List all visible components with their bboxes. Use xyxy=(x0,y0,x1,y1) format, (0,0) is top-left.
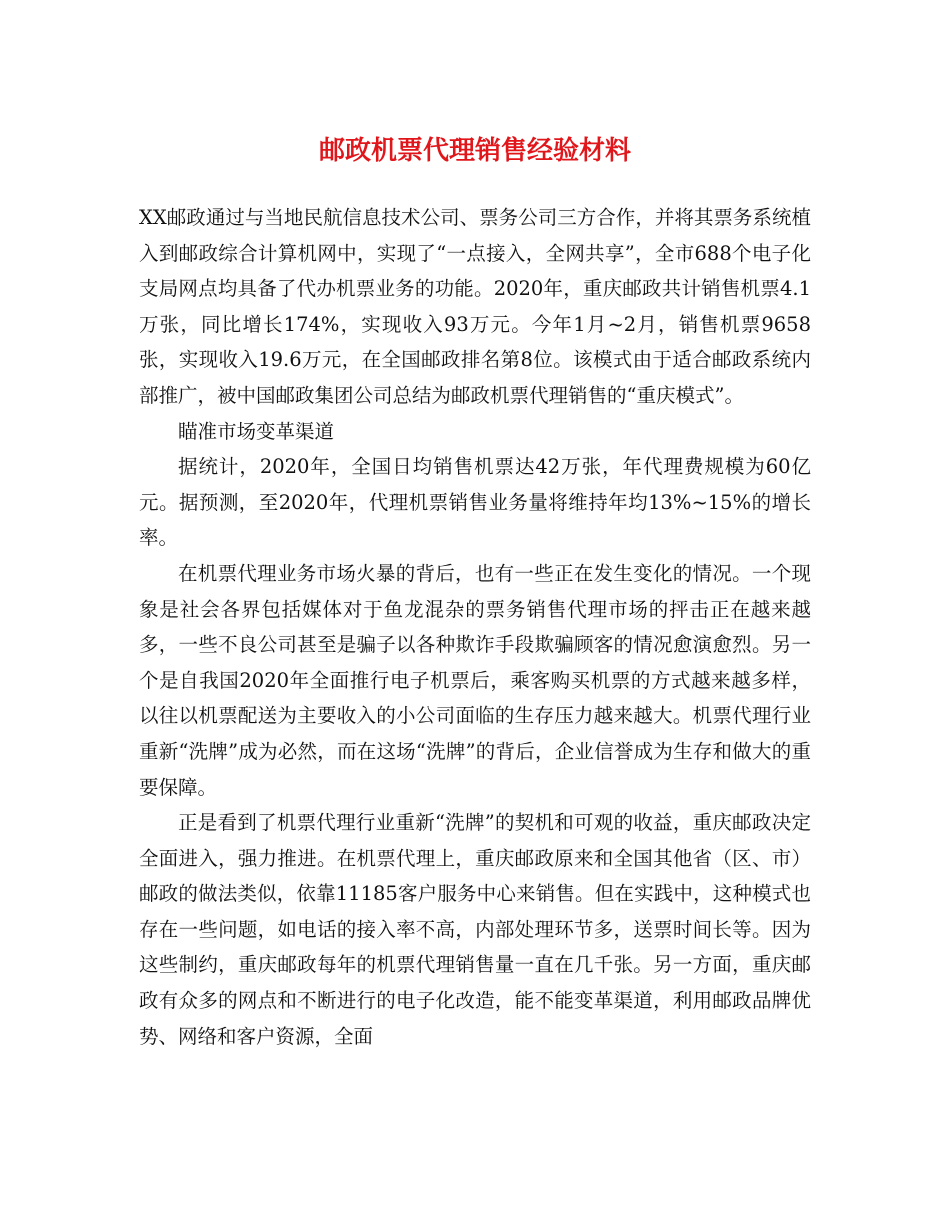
document-body xyxy=(139,200,811,1054)
paragraph-statistics: 据统计，2020年，全国日均销售机票达42万张，年代理费规模为60亿元。据预测，至2020年，代理机票销售业务量将维持年均13%~15%的增长率。 xyxy=(139,455,811,550)
paragraph-chongqing-strategy: 正是看到了机票代理行业重新“洗牌”的契机和可观的收益，重庆邮政决定全面进入，强力推进。在机票代理上，重庆邮政原来和全国其他省（区、市）邮政的做法类似，依靠11185客户服务中心来销售。但在实践中，这种模式也存在一些问题，如电话的接入率不高，内部处理环节多，送票时间长等。因为这些制约，重庆邮政每年的机票代理销售量一直在几千张。另一方面，重庆邮政有众多的网点和不断进行的电子化改造，能不能变革渠道，利用邮政品牌优势、网络和客户资源，全面 xyxy=(139,811,811,1048)
paragraph-market-changes: 在机票代理业务市场火暴的背后，也有一些正在发生变化的情况。一个现象是社会各界包括媒体对于鱼龙混杂的票务销售代理市场的抨击正在越来越多，一些不良公司甚至是骗子以各种欺诈手段欺骗顾客的情况愈演愈烈。另一个是自我国2020年全面推行电子机票后，乘客购买机票的方式越来越多样，以往以机票配送为主要收入的小公司面临的生存压力越来越大。机票代理行业重新“洗牌”成为必然，而在这场“洗牌”的背后，企业信誉成为生存和做大的重要保障。 xyxy=(139,561,811,799)
section-heading: 瞄准市场变革渠道 xyxy=(178,419,335,443)
paragraph-intro: XX邮政通过与当地民航信息技术公司、票务公司三方合作，并将其票务系统植入到邮政综合计算机网中，实现了“一点接入，全网共享”，全市688个电子化支局网点均具备了代办机票业务的功能。2020年，重庆邮政共计销售机票4.1万张，同比增长174%，实现收入93万元。今年1月~2月，销售机票9658张，实现收入19.6万元，在全国邮政排名第8位。该模式由于适合邮政系统内部推广，被中国邮政集团公司总结为邮政机票代理销售的“重庆模式”。 xyxy=(139,206,811,407)
document-title: 邮政机票代理销售经验材料 xyxy=(318,136,631,166)
